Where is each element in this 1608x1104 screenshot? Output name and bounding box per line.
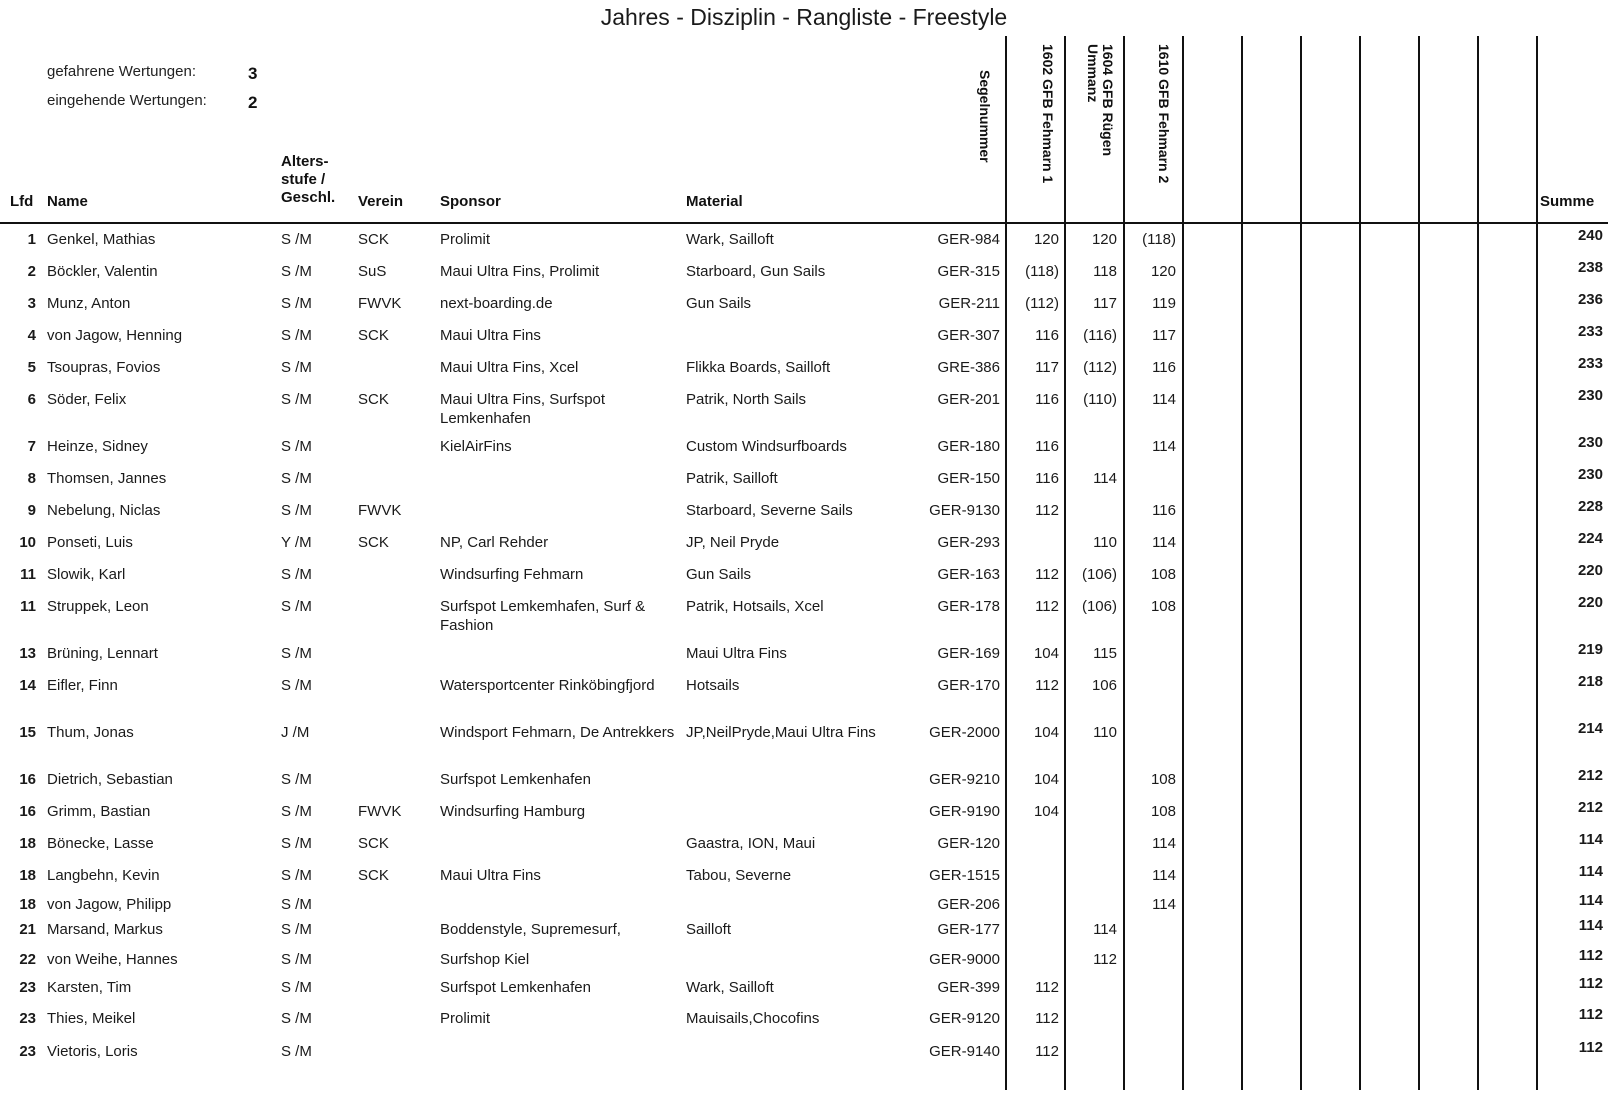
rank-cell: 2 [27, 263, 36, 280]
score-race-2-cell: (116) [1083, 327, 1117, 344]
sail-number-cell: GER-180 [937, 438, 1000, 455]
total-cell: 240 [1577, 227, 1603, 244]
table-row [0, 434, 1608, 467]
age-group-cell: S /M [281, 391, 312, 408]
score-race-3-cell: 114 [1152, 896, 1176, 913]
score-race-2-cell: 120 [1091, 231, 1117, 248]
sail-number-cell: GER-120 [937, 835, 1000, 852]
score-race-1-cell: 112 [1035, 598, 1059, 615]
table-row [0, 498, 1608, 531]
sail-number-cell: GER-1515 [929, 867, 1000, 884]
sail-number-cell: GER-211 [938, 295, 1000, 312]
total-cell: 228 [1577, 498, 1603, 515]
score-race-1-cell: 104 [1033, 803, 1059, 820]
score-race-1-cell: 117 [1035, 359, 1059, 376]
name-cell: Marsand, Markus [47, 921, 163, 938]
score-race-1-cell: 116 [1035, 327, 1059, 344]
sponsor-cell: Surfshop Kiel [440, 951, 530, 968]
rank-cell: 11 [20, 598, 36, 615]
age-group-cell: S /M [281, 566, 312, 583]
sponsor-cell: next-boarding.de [440, 295, 553, 312]
material-cell: Flikka Boards, Sailloft [686, 359, 831, 376]
name-cell: Söder, Felix [47, 391, 127, 408]
sail-number-cell: GER-169 [937, 645, 1000, 662]
name-cell: Bönecke, Lasse [47, 835, 154, 852]
total-cell: 219 [1577, 641, 1603, 658]
rank-cell: 1 [27, 231, 36, 248]
rank-cell: 18 [19, 867, 36, 884]
sponsor-cell: Boddenstyle, Supremesurf, [440, 921, 621, 938]
sponsor-cell: Maui Ultra Fins, Xcel [440, 359, 579, 376]
sponsor-cell: Windsurfing Fehmarn [440, 566, 584, 583]
rank-cell: 13 [19, 645, 36, 662]
header-race-2: 1604 GFB Rügen Ummanz [1085, 44, 1116, 157]
score-race-3-cell: 114 [1152, 391, 1176, 408]
sail-number-cell: GER-9130 [929, 502, 1000, 519]
name-cell: Thomsen, Jannes [47, 470, 167, 487]
score-race-1-cell: 112 [1035, 1043, 1059, 1060]
name-cell: von Jagow, Philipp [47, 896, 172, 913]
sail-number-cell: GER-150 [937, 470, 1000, 487]
header-lfd: Lfd [10, 193, 34, 210]
runs-counted-value: 2 [248, 93, 258, 112]
score-race-2-cell: 115 [1093, 645, 1117, 662]
header-sponsor: Sponsor [440, 193, 501, 210]
total-cell: 214 [1577, 720, 1603, 737]
material-cell: Hotsails [686, 677, 740, 694]
rank-cell: 18 [19, 896, 36, 913]
name-cell: Böckler, Valentin [47, 263, 158, 280]
total-cell: 230 [1577, 387, 1603, 404]
material-cell: Starboard, Severne Sails [686, 502, 853, 519]
score-race-1-cell: 116 [1035, 470, 1059, 487]
name-cell: Struppek, Leon [47, 598, 149, 615]
total-cell: 114 [1578, 892, 1603, 909]
age-group-cell: S /M [281, 470, 312, 487]
age-group-cell: S /M [281, 803, 312, 820]
score-race-3-cell: 108 [1150, 803, 1176, 820]
score-race-2-cell: 118 [1093, 263, 1117, 280]
material-cell: JP,NeilPryde,Maui Ultra Fins [686, 724, 876, 741]
score-race-3-cell: 108 [1150, 771, 1176, 788]
score-race-1-cell: (112) [1025, 295, 1059, 312]
sail-number-cell: GER-399 [937, 979, 1000, 996]
name-cell: Nebelung, Niclas [47, 502, 161, 519]
header-material: Material [686, 193, 743, 210]
name-cell: Tsoupras, Fovios [47, 359, 161, 376]
score-race-1-cell: (118) [1025, 263, 1059, 280]
table-row [0, 641, 1608, 674]
total-cell: 112 [1578, 1006, 1603, 1023]
score-race-3-cell: 119 [1152, 295, 1176, 312]
name-cell: Slowik, Karl [47, 566, 126, 583]
name-cell: Brüning, Lennart [47, 645, 158, 662]
sail-number-cell: GER-201 [937, 391, 1000, 408]
header-club: Verein [358, 193, 404, 210]
age-group-cell: S /M [281, 1010, 312, 1027]
score-race-1-cell: 116 [1035, 438, 1059, 455]
material-cell: Gun Sails [686, 566, 752, 583]
rank-cell: 22 [19, 951, 36, 968]
score-race-3-cell: (118) [1142, 231, 1176, 248]
score-race-3-cell: 114 [1152, 438, 1176, 455]
sail-number-cell: GER-177 [937, 921, 1000, 938]
material-cell: Gaastra, ION, Maui [686, 835, 816, 852]
age-group-cell: S /M [281, 231, 312, 248]
material-cell: Sailloft [686, 921, 732, 938]
table-row [0, 799, 1608, 832]
table-row [0, 831, 1608, 864]
sail-number-cell: GRE-386 [937, 359, 1000, 376]
name-cell: Langbehn, Kevin [47, 867, 160, 884]
material-cell: Gun Sails [686, 295, 752, 312]
rank-cell: 5 [27, 359, 36, 376]
sponsor-cell: Surfspot Lemkenhafen [440, 771, 591, 788]
table-row [0, 1006, 1608, 1039]
sponsor-cell: Watersportcenter Rinköbingfjord [440, 677, 655, 694]
table-row [0, 323, 1608, 356]
material-cell: Patrik, North Sails [686, 391, 807, 408]
age-group-cell: S /M [281, 263, 312, 280]
material-cell: Starboard, Gun Sails [686, 263, 826, 280]
total-cell: 224 [1577, 530, 1603, 547]
rank-cell: 6 [27, 391, 36, 408]
name-cell: Ponseti, Luis [47, 534, 133, 551]
table-row [0, 291, 1608, 324]
age-group-cell: S /M [281, 1043, 312, 1060]
sponsor-cell: Surfspot Lemkemhafen, Surf & Fashion [440, 598, 646, 634]
rank-cell: 23 [19, 979, 36, 996]
rank-cell: 4 [27, 327, 36, 344]
material-cell: Wark, Sailloft [686, 979, 774, 996]
age-group-cell: S /M [281, 979, 312, 996]
sponsor-cell: Prolimit [440, 1010, 491, 1027]
material-cell: Patrik, Sailloft [686, 470, 778, 487]
age-group-cell: S /M [281, 327, 312, 344]
score-race-2-cell: 112 [1093, 951, 1117, 968]
sponsor-cell: Windsurfing Hamburg [440, 803, 586, 820]
score-race-2-cell: 110 [1093, 534, 1117, 551]
total-cell: 212 [1577, 767, 1603, 784]
header-sum: Summe [1540, 193, 1595, 210]
name-cell: Eifler, Finn [47, 677, 118, 694]
score-race-3-cell: 117 [1152, 327, 1176, 344]
rank-cell: 15 [19, 724, 36, 741]
material-cell: Maui Ultra Fins [686, 645, 787, 662]
score-race-1-cell: 120 [1033, 231, 1059, 248]
sail-number-cell: GER-206 [937, 896, 1000, 913]
club-cell: SCK [358, 391, 389, 408]
total-cell: 238 [1577, 259, 1603, 276]
rank-cell: 16 [19, 803, 36, 820]
rank-cell: 10 [19, 534, 36, 551]
material-cell: Tabou, Severne [686, 867, 792, 884]
total-cell: 114 [1578, 917, 1603, 934]
sponsor-cell: Maui Ultra Fins [440, 327, 541, 344]
total-cell: 236 [1577, 291, 1603, 308]
score-race-3-cell: 108 [1150, 566, 1176, 583]
rank-cell: 3 [27, 295, 36, 312]
total-cell: 230 [1577, 434, 1603, 451]
age-group-cell: S /M [281, 867, 312, 884]
score-race-2-cell: (112) [1083, 359, 1117, 376]
score-race-3-cell: 114 [1152, 534, 1176, 551]
table-row [0, 917, 1608, 950]
age-group-cell: S /M [281, 921, 312, 938]
runs-driven-label: gefahrene Wertungen: [47, 63, 196, 80]
club-cell: SuS [358, 263, 387, 280]
rank-cell: 23 [19, 1043, 36, 1060]
sponsor-cell: Maui Ultra Fins [440, 867, 541, 884]
sail-number-cell: GER-9000 [929, 951, 1000, 968]
score-race-3-cell: 108 [1150, 598, 1176, 615]
sail-number-cell: GER-9120 [929, 1010, 1000, 1027]
club-cell: SCK [358, 867, 389, 884]
score-race-1-cell: 112 [1035, 677, 1059, 694]
rank-cell: 7 [27, 438, 36, 455]
total-cell: 112 [1578, 1039, 1603, 1056]
age-group-cell: S /M [281, 438, 312, 455]
table-row [0, 530, 1608, 563]
total-cell: 212 [1577, 799, 1603, 816]
sail-number-cell: GER-170 [937, 677, 1000, 694]
table-row [0, 387, 1608, 427]
score-race-1-cell: 104 [1033, 645, 1059, 662]
club-cell: FWVK [358, 295, 402, 312]
total-cell: 114 [1578, 831, 1603, 848]
score-race-2-cell: (106) [1081, 566, 1117, 583]
table-row [0, 355, 1608, 388]
age-group-cell: S /M [281, 359, 312, 376]
total-cell: 233 [1577, 355, 1603, 372]
score-race-3-cell: 116 [1152, 502, 1176, 519]
table-row [0, 1039, 1608, 1072]
sponsor-cell: KielAirFins [440, 438, 512, 455]
table-row [0, 767, 1608, 800]
header-divider [0, 222, 1608, 224]
score-race-1-cell: 112 [1035, 566, 1059, 583]
name-cell: Vietoris, Loris [47, 1043, 138, 1060]
club-cell: SCK [358, 327, 389, 344]
material-cell: JP, Neil Pryde [686, 534, 780, 551]
header-race-1: 1602 GFB Fehmarn 1 [1040, 44, 1056, 184]
total-cell: 218 [1577, 673, 1603, 690]
name-cell: Munz, Anton [47, 295, 131, 312]
table-row [0, 947, 1608, 980]
table-row [0, 562, 1608, 595]
sail-number-cell: GER-984 [937, 231, 1000, 248]
table-row [0, 259, 1608, 292]
score-race-3-cell: 120 [1150, 263, 1176, 280]
sail-number-cell: GER-9140 [929, 1043, 1000, 1060]
total-cell: 220 [1577, 594, 1603, 611]
score-race-2-cell: 117 [1093, 295, 1117, 312]
score-race-2-cell: (106) [1081, 598, 1117, 615]
score-race-2-cell: 114 [1093, 921, 1117, 938]
sail-number-cell: GER-9210 [929, 771, 1000, 788]
sail-number-cell: GER-293 [937, 534, 1000, 551]
sail-number-cell: GER-315 [937, 263, 1000, 280]
total-cell: 112 [1578, 975, 1603, 992]
table-row [0, 975, 1608, 1008]
header-sail-number: Segelnummer [977, 70, 993, 163]
name-cell: Heinze, Sidney [47, 438, 148, 455]
age-group-cell: S /M [281, 598, 312, 615]
material-cell: Mauisails,Chocofins [686, 1010, 820, 1027]
material-cell: Custom Windsurfboards [686, 438, 847, 455]
runs-driven-value: 3 [248, 64, 258, 83]
name-cell: Thum, Jonas [47, 724, 134, 741]
age-group-cell: S /M [281, 502, 312, 519]
age-group-cell: S /M [281, 295, 312, 312]
name-cell: von Weihe, Hannes [47, 951, 178, 968]
header-age: Alters- stufe / Geschl. [281, 153, 336, 206]
rank-cell: 21 [19, 921, 36, 938]
sail-number-cell: GER-2000 [929, 724, 1000, 741]
sail-number-cell: GER-178 [937, 598, 1000, 615]
total-cell: 112 [1578, 947, 1603, 964]
score-race-1-cell: 112 [1035, 502, 1059, 519]
name-cell: Grimm, Bastian [47, 803, 151, 820]
table-row [0, 720, 1608, 753]
header-name: Name [47, 193, 88, 210]
rank-cell: 18 [19, 835, 36, 852]
score-race-1-cell: 104 [1033, 771, 1059, 788]
material-cell: Wark, Sailloft [686, 231, 774, 248]
total-cell: 220 [1577, 562, 1603, 579]
name-cell: Thies, Meikel [47, 1010, 136, 1027]
score-race-2-cell: 114 [1093, 470, 1117, 487]
sponsor-cell: Windsport Fehmarn, De Antrekkers [440, 724, 675, 741]
club-cell: FWVK [358, 502, 402, 519]
name-cell: Genkel, Mathias [47, 231, 156, 248]
club-cell: FWVK [358, 803, 402, 820]
age-group-cell: S /M [281, 835, 312, 852]
score-race-1-cell: 104 [1033, 724, 1059, 741]
runs-counted-label: eingehende Wertungen: [47, 92, 207, 109]
rank-cell: 8 [27, 470, 36, 487]
score-race-3-cell: 116 [1152, 359, 1176, 376]
total-cell: 114 [1578, 863, 1603, 880]
rank-cell: 23 [19, 1010, 36, 1027]
score-race-3-cell: 114 [1152, 867, 1176, 884]
sponsor-cell: Maui Ultra Fins, Prolimit [440, 263, 600, 280]
table-row [0, 227, 1608, 260]
sponsor-cell: NP, Carl Rehder [440, 534, 549, 551]
score-race-2-cell: (110) [1083, 391, 1117, 408]
score-race-3-cell: 114 [1152, 835, 1176, 852]
rank-cell: 9 [27, 502, 36, 519]
sponsor-cell: Surfspot Lemkenhafen [440, 979, 591, 996]
age-group-cell: S /M [281, 951, 312, 968]
score-race-1-cell: 112 [1035, 1010, 1059, 1027]
rank-cell: 11 [20, 566, 36, 583]
material-cell: Patrik, Hotsails, Xcel [686, 598, 824, 615]
name-cell: Karsten, Tim [47, 979, 132, 996]
sail-number-cell: GER-163 [937, 566, 1000, 583]
age-group-cell: Y /M [281, 534, 312, 551]
rank-cell: 16 [19, 771, 36, 788]
sponsor-cell: Maui Ultra Fins, Surfspot Lemkenhafen [440, 391, 606, 427]
table-row [0, 466, 1608, 499]
club-cell: SCK [358, 231, 389, 248]
age-group-cell: S /M [281, 677, 312, 694]
score-race-2-cell: 110 [1093, 724, 1117, 741]
rank-cell: 14 [19, 677, 36, 694]
score-race-1-cell: 116 [1035, 391, 1059, 408]
score-race-2-cell: 106 [1091, 677, 1117, 694]
age-group-cell: J /M [281, 724, 310, 741]
score-race-1-cell: 112 [1035, 979, 1059, 996]
page-title: Jahres - Disziplin - Rangliste - Freestyle [600, 4, 1008, 30]
sail-number-cell: GER-9190 [929, 803, 1000, 820]
table-row [0, 673, 1608, 706]
age-group-cell: S /M [281, 645, 312, 662]
total-cell: 230 [1577, 466, 1603, 483]
age-group-cell: S /M [281, 896, 312, 913]
header-race-3: 1610 GFB Fehmarn 2 [1156, 44, 1172, 184]
name-cell: Dietrich, Sebastian [47, 771, 173, 788]
table-row [0, 863, 1608, 896]
club-cell: SCK [358, 835, 389, 852]
age-group-cell: S /M [281, 771, 312, 788]
sail-number-cell: GER-307 [937, 327, 1000, 344]
club-cell: SCK [358, 534, 389, 551]
sponsor-cell: Prolimit [440, 231, 491, 248]
table-row [0, 594, 1608, 634]
name-cell: von Jagow, Henning [47, 327, 183, 344]
total-cell: 233 [1577, 323, 1603, 340]
